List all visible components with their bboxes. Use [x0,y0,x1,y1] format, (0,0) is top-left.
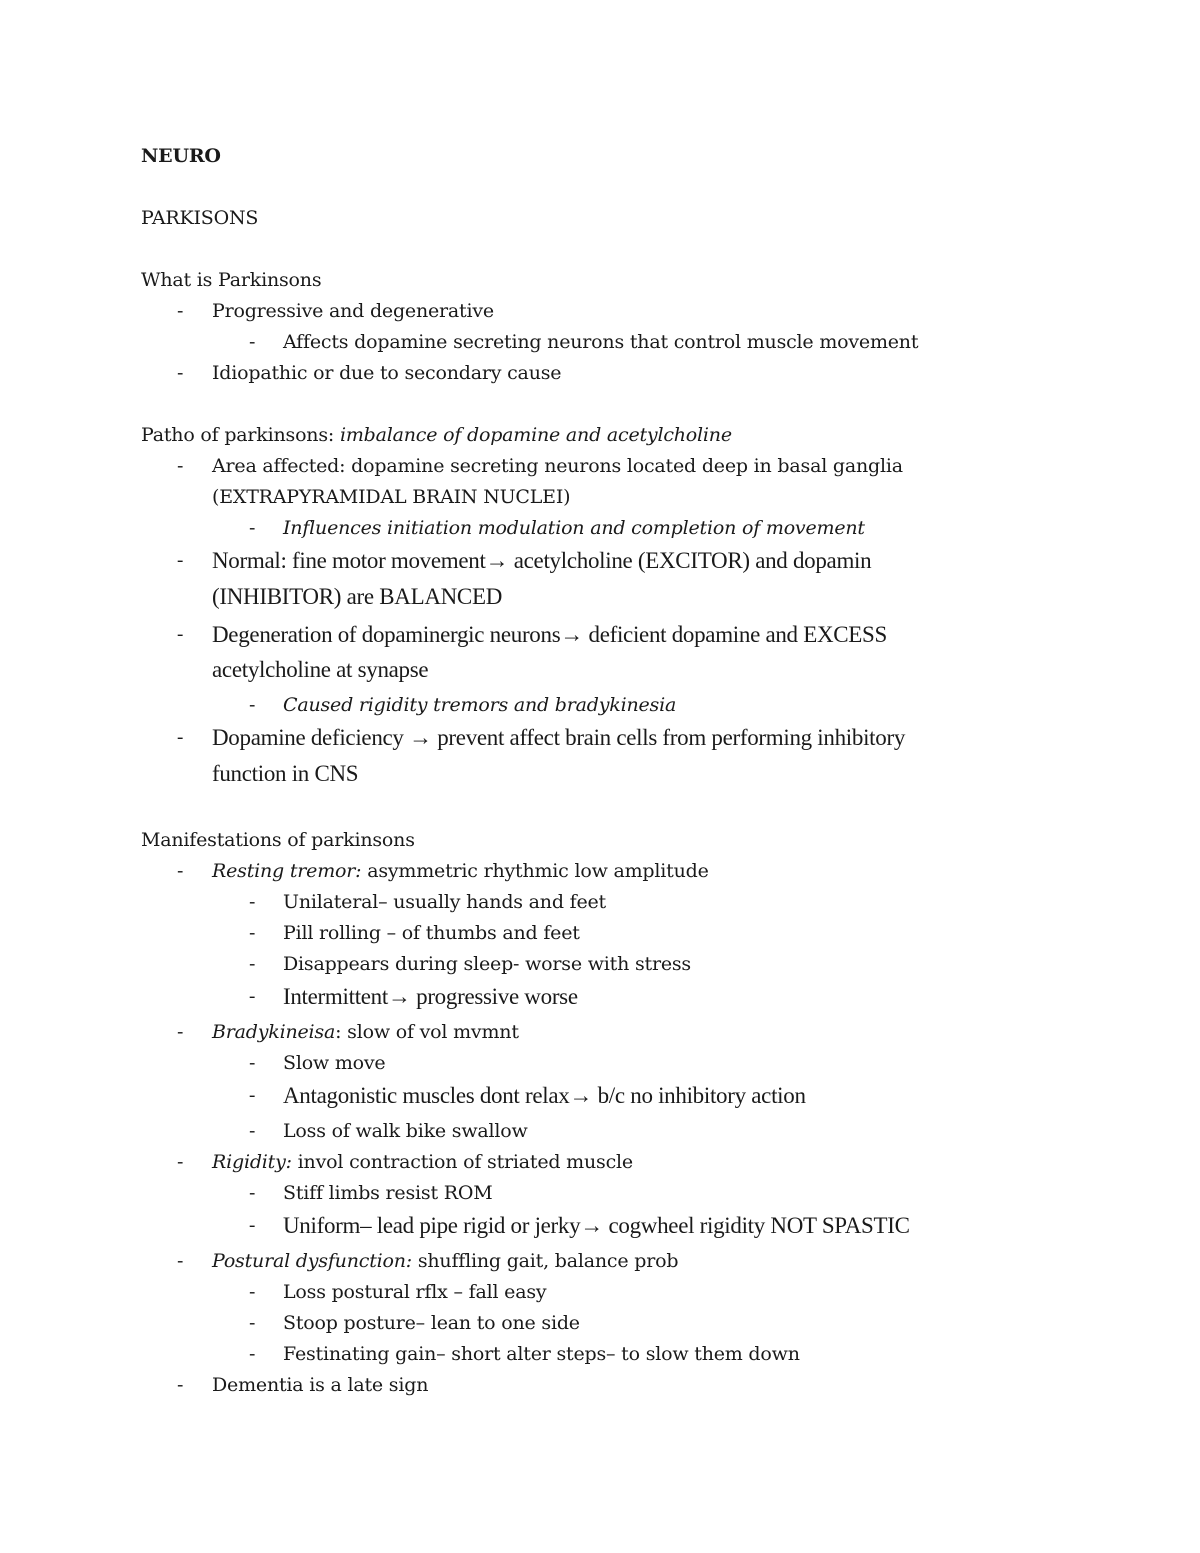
list-subitem-text: Affects dopamine secreting neurons that control muscle movement [283,331,919,353]
bullet-dash: - [249,986,256,1007]
bullet-dash: - [177,1374,184,1396]
bullet-dash: - [249,1343,256,1365]
list-item-continuation: function in CNS [212,761,359,786]
section-heading-emphasis: imbalance of dopamine and acetylcholine [339,424,732,446]
bullet-dash: - [177,455,184,477]
list-item-text: Dementia is a late sign [212,1374,429,1396]
list-item-label: Postural dysfunction: [212,1250,412,1272]
bullet-dash: - [249,1182,256,1204]
list-item-continuation: (INHIBITOR) are BALANCED [212,584,503,609]
list-subitem-text: Intermittent→ progressive worse [283,984,578,1009]
list-item-text: : slow of vol mvmnt [335,1021,519,1043]
list-item-continuation: acetylcholine at synapse [212,657,429,682]
bullet-dash: - [249,517,256,539]
bullet-dash: - [249,1085,256,1106]
list-item-text: Idiopathic or due to secondary cause [212,362,562,384]
list-subitem-text: Stoop posture– lean to one side [283,1312,580,1334]
section-heading-manifestations: Manifestations of parkinsons [141,829,415,851]
list-item-text: invol contraction of striated muscle [291,1151,633,1173]
list-subitem-text: Slow move [283,1052,386,1074]
list-item-text: asymmetric rhythmic low amplitude [361,860,709,882]
bullet-dash: - [177,362,184,384]
list-item-label: Rigidity: [212,1151,292,1173]
bullet-dash: - [177,1021,184,1043]
list-subitem-text: Pill rolling – of thumbs and feet [283,922,580,944]
bullet-dash: - [249,891,256,913]
bullet-dash: - [249,1281,256,1303]
document-subtitle: PARKISONS [141,207,259,229]
bullet-dash: - [177,624,184,645]
list-subitem-text: Festinating gain– short alter steps– to slow them down [283,1343,800,1365]
bullet-dash: - [177,1151,184,1173]
bullet-dash: - [249,1312,256,1334]
bullet-dash: - [177,727,184,748]
list-subitem-text: Stiff limbs resist ROM [283,1182,493,1204]
list-item-text: Progressive and degenerative [212,300,494,322]
bullet-dash: - [249,1215,256,1236]
bullet-dash: - [249,1120,256,1142]
document-title: NEURO [141,145,221,167]
bullet-dash: - [177,550,184,571]
section-heading-patho [141,422,732,448]
list-item-text: Dopamine deficiency → prevent affect brain cells from performing inhibitory [212,725,906,750]
list-subitem-text: Antagonistic muscles dont relax→ b/c no inhibitory action [283,1083,806,1108]
list-subitem-text: Unilateral– usually hands and feet [283,891,606,913]
list-subitem-text: Uniform– lead pipe rigid or jerky→ cogwheel rigidity NOT SPASTIC [283,1213,910,1238]
bullet-dash: - [177,300,184,322]
bullet-dash: - [177,860,184,882]
list-item-text: Area affected: dopamine secreting neurons located deep in basal ganglia [212,455,903,477]
bullet-dash: - [249,694,256,716]
section-heading-what-is: What is Parkinsons [141,269,322,291]
bullet-dash: - [249,331,256,353]
bullet-dash: - [249,953,256,975]
list-subitem-text: Caused rigidity tremors and bradykinesia [283,694,677,716]
section-heading-label: Patho of parkinsons: [141,424,340,446]
list-item-continuation: (EXTRAPYRAMIDAL BRAIN NUCLEI) [212,486,571,508]
list-subitem-text: Loss postural rflx – fall easy [283,1281,547,1303]
bullet-dash: - [249,1052,256,1074]
list-subitem-text: Influences initiation modulation and completion of movement [283,517,865,539]
list-item-text: shuffling gait, balance prob [412,1250,679,1272]
list-item-label: Bradykineisa [212,1021,336,1043]
list-subitem-text: Loss of walk bike swallow [283,1120,528,1142]
list-item-label: Resting tremor: [212,860,362,882]
bullet-dash: - [249,922,256,944]
list-subitem-text: Disappears during sleep- worse with stress [283,953,691,975]
bullet-dash: - [177,1250,184,1272]
list-item-text: Degeneration of dopaminergic neurons→ deficient dopamine and EXCESS [212,622,888,647]
list-item-text: Normal: fine motor movement→ acetylcholine (EXCITOR) and dopamin [212,548,872,573]
